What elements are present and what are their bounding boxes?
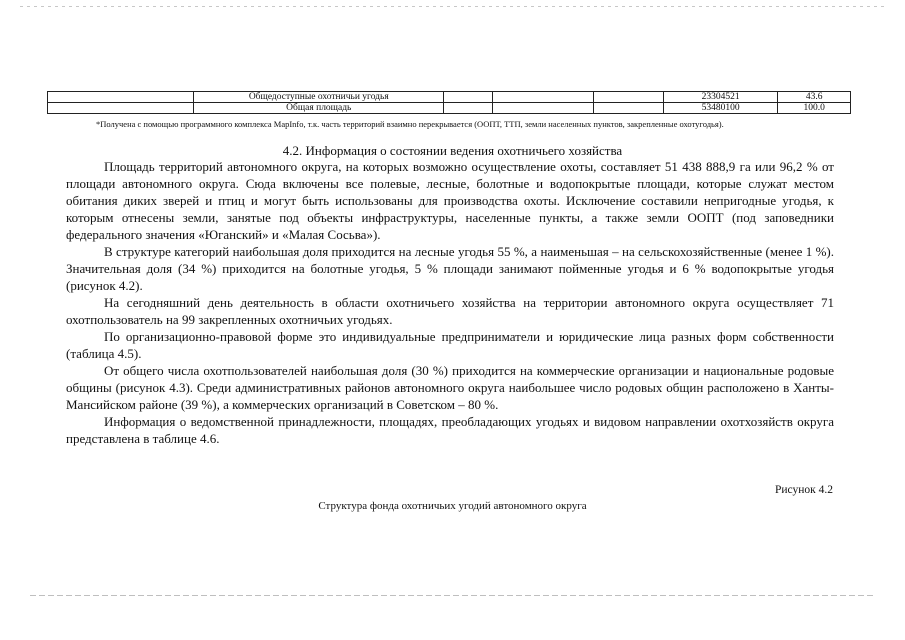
table-cell-empty: [48, 92, 194, 103]
table-cell-category: Общая площадь: [194, 103, 444, 114]
table-row: [48, 103, 851, 114]
table-cell-area: 53480100: [663, 103, 778, 114]
table-row: [48, 92, 851, 103]
section-title: 4.2. Информация о состоянии ведения охотничьего хозяйства: [282, 143, 623, 158]
paragraph: В структуре категорий наибольшая доля приходится на лесные угодья 55 %, а наименьшая – на сельскохозяйственные (менее 1 %). Значительная доля (34 %) приходится на болотные угодья, 5 % площади занимают пойменные угодья и 6 % водопокрытые угодья (рисунок 4.2).: [66, 244, 834, 293]
paragraph: По организационно-правовой форме это индивидуальные предприниматели и юридические лица разных форм собственности (таблица 4.5).: [66, 329, 834, 361]
table-cell-percent: 100.0: [778, 103, 851, 114]
paragraph: На сегодняшний день деятельность в области охотничьего хозяйства на территории автономного округа осуществляет 71 охотпользователь на 99 закрепленных охотничьих угодьях.: [66, 295, 834, 327]
table-cell-empty: [593, 103, 663, 114]
table-cell-empty: [492, 92, 593, 103]
table-cell-empty: [593, 92, 663, 103]
table-cell-empty: [444, 92, 493, 103]
figure-number: Рисунок 4.2: [775, 484, 833, 496]
hunting-fund-table: [47, 91, 851, 114]
paragraph: Информация о ведомственной принадлежности, площадях, преобладающих угодьях и видовом направлении охотхозяйств округа представлена в таблице 4.6.: [66, 414, 834, 446]
scan-artifact-bottom: [30, 595, 875, 596]
table-cell-percent: 43.6: [778, 92, 851, 103]
paragraph: От общего числа охотпользователей наибольшая доля (30 %) приходится на коммерческие организации и национальные родовые общины (рисунок 4.3). Среди административных районов автономного округа наибольшее число родовых общин расположено в Ханты-Мансийском районе (39 %), а коммерческих организаций в Советском – 80 %.: [66, 363, 834, 412]
table-cell-category: Общедоступные охотничьи угодья: [194, 92, 444, 103]
table-cell-empty: [492, 103, 593, 114]
paragraph: Площадь территорий автономного округа, на которых возможно осуществление охоты, составляет 51 438 888,9 га или 96,2 % от площади автономного округа. Сюда включены все полевые, лесные, болотные и водопокрытые площади, которые служат местом обитания диких зверей и птиц и могут быть использованы для производства охоты. Исключение составили непригодные угодья, к которым отнесены земли, занятые под объекты инфраструктуры, населенные пункты, а также земли ООПТ (под заповедники федерального значения «Юганский» и «Малая Сосьва»).: [66, 159, 834, 242]
table-footnote: *Получена с помощью программного комплекса MapInfo, т.к. часть территорий взаимно перекрывается (ООПТ, ТТП, земли населенных пунктов, закрепленные охотугодья).: [96, 119, 724, 129]
body-text: [66, 158, 834, 447]
table-cell-empty: [48, 103, 194, 114]
scan-artifact-top: [20, 6, 885, 7]
figure-caption: Структура фонда охотничьих угодий автономного округа: [318, 500, 587, 512]
table-cell-area: 23304521: [663, 92, 778, 103]
table-cell-empty: [444, 103, 493, 114]
